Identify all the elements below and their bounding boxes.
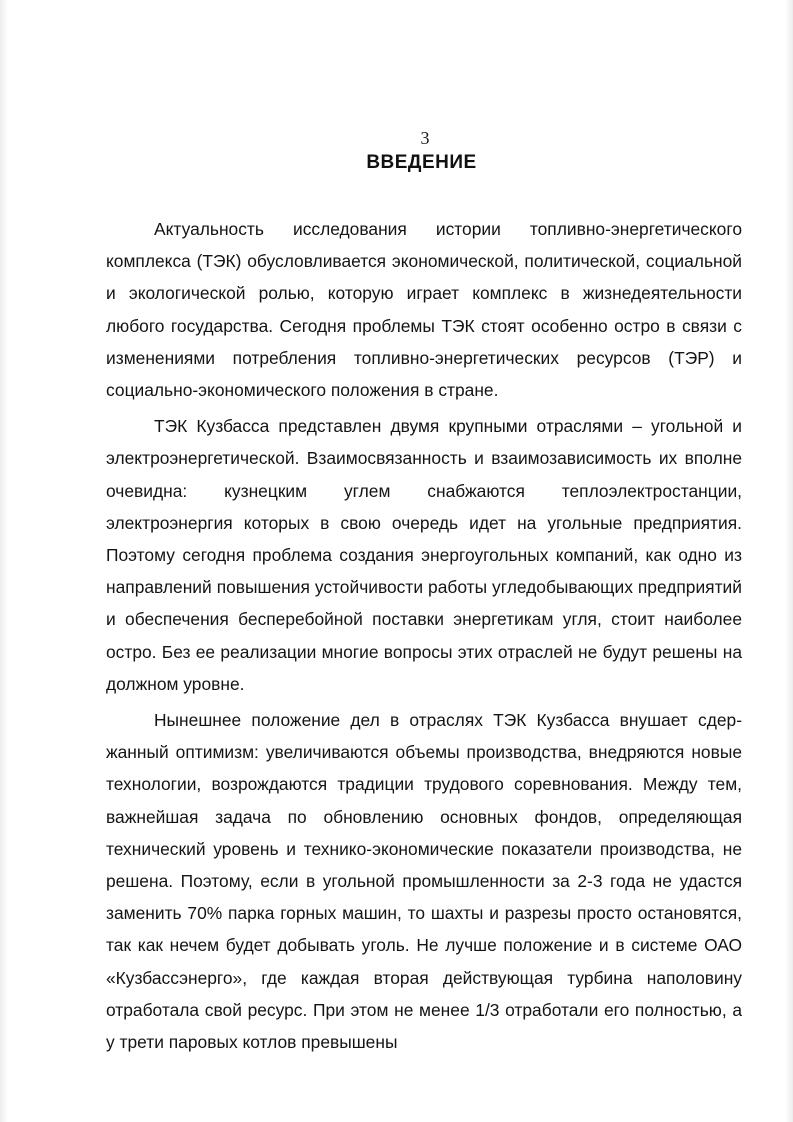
page-number: 3 xyxy=(420,128,430,148)
paragraph-2: ТЭК Кузбасса представлен двумя крупными отраслями – угольной и электроэнергетической. Взаимосвязанность и взаимозависимость их вполне очевидна: кузнецким углем снабжаются теплоэлектростанции, электроэнергия которых в свою очередь идет на угольные предприятия. Поэтому сегодня проблема создания энергоугольных компаний, как одно из направлений повышения устойчивости работы угледобывающих предприятий и обеспечения бесперебойной поставки энергетикам угля, стоит наиболее остро. Без ее реализации многие вопросы этих отраслей не будут решены на должном уровне. xyxy=(106,416,742,694)
paragraph-1: Актуальность исследования истории топливно-энергетического комплекса (ТЭК) обусловливается экономической, политической, социальной и экологической ролью, которую играет комплекс в жизнедеятельности любого государства. Сегодня проблемы ТЭК стоят особенно остро в связи с изменениями потребления топливно-энергетических ресурсов (ТЭР) и социально-экономического положения в стране. xyxy=(106,219,742,401)
paragraph-3: Нынешнее положение дел в отраслях ТЭК Кузбасса внушает сдержанный оптимизм: увеличиваются объемы производства, внедряются новые технологии, возрождаются традиции трудового соревнования. Между тем, важнейшая задача по обновлению основных фондов, определяющая технический уровень и технико-экономические показатели производства, не решена. Поэтому, если в угольной промышленности за 2-3 года не удастся заменить 70% парка горных машин, то шахты и разрезы просто остановятся, так как нечем будет добывать уголь. Не лучше положение и в системе ОАО «Кузбассэнерго», где каждая вторая действующая турбина наполовину отработала свой ресурс. При этом не менее 1/3 отработали его полностью, а у трети паровых котлов превышены xyxy=(106,710,742,1053)
body-text xyxy=(106,213,742,1062)
section-heading: ВВЕДЕНИЕ xyxy=(366,152,477,173)
